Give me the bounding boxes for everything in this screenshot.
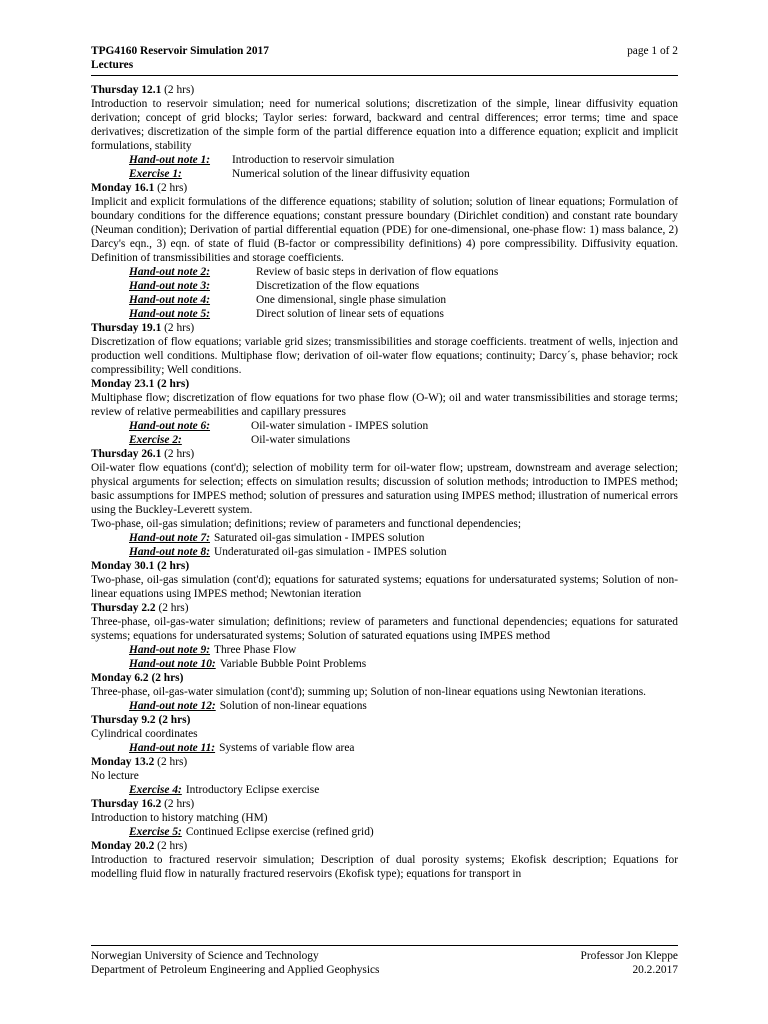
handout-item [91, 279, 678, 293]
handout-label: Hand-out note 10: [129, 658, 216, 670]
session-heading [91, 601, 678, 615]
handout-title: Oil-water simulations [251, 434, 351, 446]
session-date: Monday 16.1 [91, 182, 155, 194]
handout-item [91, 545, 678, 559]
handout-label: Hand-out note 7: [129, 532, 211, 544]
session-description: Two-phase, oil-gas simulation (cont'd); equations for saturated systems; equations for undersaturated systems; Solution of non-linear equations using IMPES method; Newtonian iteration [91, 574, 678, 600]
header-rule [91, 75, 678, 76]
session-date: Thursday 9.2 [91, 714, 156, 726]
session-description: Oil-water flow equations (cont'd); selection of mobility term for oil-water flow; upstream, downstream and average selection; physical arguments for selection; effects on simulation results; discussion of solution methods; introduction to IMPES method; basic assumptions for IMPES method; solution of pressures and saturation using IMPES method; illustration of numerical errors using the Buckley-Leverett system. [91, 462, 678, 516]
handout-label: Hand-out note 4: [129, 294, 211, 306]
session-heading [91, 755, 678, 769]
session-heading [91, 797, 678, 811]
session-date: Monday 6.2 [91, 672, 149, 684]
session-date: Thursday 16.2 [91, 798, 162, 810]
session-heading [91, 559, 678, 573]
handout-label: Exercise 4: [129, 784, 182, 796]
handout-item [91, 783, 678, 797]
session-duration: (2 hrs) [158, 602, 189, 614]
session-description: Cylindrical coordinates [91, 728, 198, 740]
session-heading [91, 83, 678, 97]
handout-title: Discretization of the flow equations [256, 280, 420, 292]
footer-department: Department of Petroleum Engineering and Applied Geophysics [91, 964, 380, 976]
handout-item [91, 825, 678, 839]
handout-title: Oil-water simulation - IMPES solution [251, 420, 429, 432]
handout-item [91, 167, 678, 181]
handout-title: Underaturated oil-gas simulation - IMPES solution [214, 546, 447, 558]
footer-date: 20.2.2017 [632, 964, 678, 976]
session-heading [91, 377, 678, 391]
footer-rule [91, 945, 678, 946]
session-duration: (2 hrs) [164, 448, 195, 460]
handout-item [91, 153, 678, 167]
handout-title: Saturated oil-gas simulation - IMPES solution [214, 532, 425, 544]
session-description: Introduction to reservoir simulation; need for numerical solutions; discretization of the simple, linear diffusivity equation derivation; concept of grid blocks; Taylor series: forward, backward and central differences; error terms; time and space derivatives; discretization of the simple form of the partial difference equation into a difference equation; explicit and implicit formulations, stability [91, 98, 678, 152]
session-duration: (2 hrs) [157, 378, 190, 390]
handout-title: Introduction to reservoir simulation [232, 154, 395, 166]
footer-university: Norwegian University of Science and Technology [91, 950, 319, 962]
handout-item [91, 531, 678, 545]
session-heading [91, 181, 678, 195]
handout-item [91, 643, 678, 657]
handout-title: Variable Bubble Point Problems [219, 658, 367, 670]
handout-label: Hand-out note 6: [129, 420, 211, 432]
session-duration: (2 hrs) [157, 840, 188, 852]
handout-title: Review of basic steps in derivation of flow equations [256, 266, 499, 278]
handout-title: Systems of variable flow area [219, 742, 355, 754]
session-heading [91, 713, 678, 727]
handout-item [91, 741, 678, 755]
handout-label: Exercise 5: [129, 826, 182, 838]
session-duration: (2 hrs) [157, 756, 188, 768]
session-description: Two-phase, oil-gas simulation; definitions; review of parameters and functional dependencies; [91, 518, 522, 530]
handout-label: Hand-out note 9: [129, 644, 211, 656]
session-description: Introduction to history matching (HM) [91, 812, 268, 824]
handout-title: Continued Eclipse exercise (refined grid) [185, 826, 374, 838]
handout-label: Exercise 1: [129, 168, 182, 180]
session-date: Monday 23.1 [91, 378, 155, 390]
session-duration: (2 hrs) [164, 84, 195, 96]
handout-title: One dimensional, single phase simulation [256, 294, 447, 306]
handout-item [91, 699, 678, 713]
handout-label: Hand-out note 12: [129, 700, 216, 712]
session-heading [91, 671, 678, 685]
page-number: page 1 of 2 [627, 45, 678, 57]
session-description: Three-phase, oil-gas-water simulation; definitions; review of parameters and functional dependencies; equations for saturated systems; equations for undersaturated systems; Solution of saturated equations using IMPES method [91, 616, 678, 642]
handout-label: Exercise 2: [129, 434, 182, 446]
session-date: Thursday 26.1 [91, 448, 162, 460]
handout-item [91, 265, 678, 279]
session-duration: (2 hrs) [157, 182, 188, 194]
session-description: Introduction to fractured reservoir simulation; Description of dual porosity systems; Ekofisk description; Equations for modelling fluid flow in naturally fractured reservoirs (Ekofisk type); equations for transport in [91, 854, 678, 880]
handout-title: Three Phase Flow [214, 644, 297, 656]
session-date: Thursday 19.1 [91, 322, 162, 334]
handout-label: Hand-out note 11: [129, 742, 216, 754]
session-date: Monday 30.1 [91, 560, 155, 572]
session-duration: (2 hrs) [158, 714, 191, 726]
handout-label: Hand-out note 8: [129, 546, 211, 558]
session-description: Multiphase flow; discretization of flow equations for two phase flow (O-W); oil and water transmissibilities and storage terms; review of relative permeabilities and capillary pressures [91, 392, 678, 418]
session-date: Thursday 12.1 [91, 84, 162, 96]
session-description: Implicit and explicit formulations of the difference equations; stability of solution; solution of linear equations; Formulation of boundary conditions for the difference equations; constant pressure boundary (Dirichlet condition) and constant rate boundary (Neuman condition); Derivation of partial differential equation (PDE) for one-dimensional, one-phase flow: 1) mass balance, 2) Darcy's eqn., 3) eqn. of state of fluid (B-factor or compressibility definitions) 4) pore compressibility. Diffusivity equation. Definition of transmissibilities and storage coefficients. [91, 196, 678, 264]
handout-label: Hand-out note 3: [129, 280, 211, 292]
handout-label: Hand-out note 2: [129, 266, 211, 278]
session-duration: (2 hrs) [164, 798, 195, 810]
session-date: Thursday 2.2 [91, 602, 156, 614]
session-duration: (2 hrs) [164, 322, 195, 334]
handout-title: Solution of non-linear equations [219, 700, 367, 712]
footer-right [581, 949, 678, 977]
session-duration: (2 hrs) [151, 672, 184, 684]
handout-item [91, 657, 678, 671]
session-date: Monday 20.2 [91, 840, 155, 852]
handout-item [91, 419, 678, 433]
lecture-schedule [91, 83, 678, 881]
handout-item [91, 293, 678, 307]
handout-title: Introductory Eclipse exercise [185, 784, 320, 796]
session-description: Discretization of flow equations; variable grid sizes; transmissibilities and storage coefficients. treatment of wells, injection and production well conditions. Multiphase flow; derivation of oil-water flow equations; continuity; Darcy´s, phase behavior; rock compressibility; Well conditions. [91, 336, 678, 376]
session-heading [91, 321, 678, 335]
handout-item [91, 307, 678, 321]
course-title: TPG4160 Reservoir Simulation 2017 [91, 45, 269, 57]
session-duration: (2 hrs) [157, 560, 190, 572]
session-heading [91, 839, 678, 853]
handout-title: Numerical solution of the linear diffusivity equation [232, 168, 470, 180]
session-heading [91, 447, 678, 461]
handout-label: Hand-out note 5: [129, 308, 211, 320]
page-header [91, 44, 678, 72]
handout-label: Hand-out note 1: [129, 154, 211, 166]
page-footer [91, 949, 678, 977]
session-description: Three-phase, oil-gas-water simulation (cont'd); summing up; Solution of non-linear equations using Newtonian iterations. [91, 686, 647, 698]
handout-item [91, 433, 678, 447]
section-title: Lectures [91, 59, 134, 71]
footer-author: Professor Jon Kleppe [580, 950, 678, 962]
session-date: Monday 13.2 [91, 756, 155, 768]
handout-title: Direct solution of linear sets of equations [256, 308, 444, 320]
session-description: No lecture [91, 770, 139, 782]
